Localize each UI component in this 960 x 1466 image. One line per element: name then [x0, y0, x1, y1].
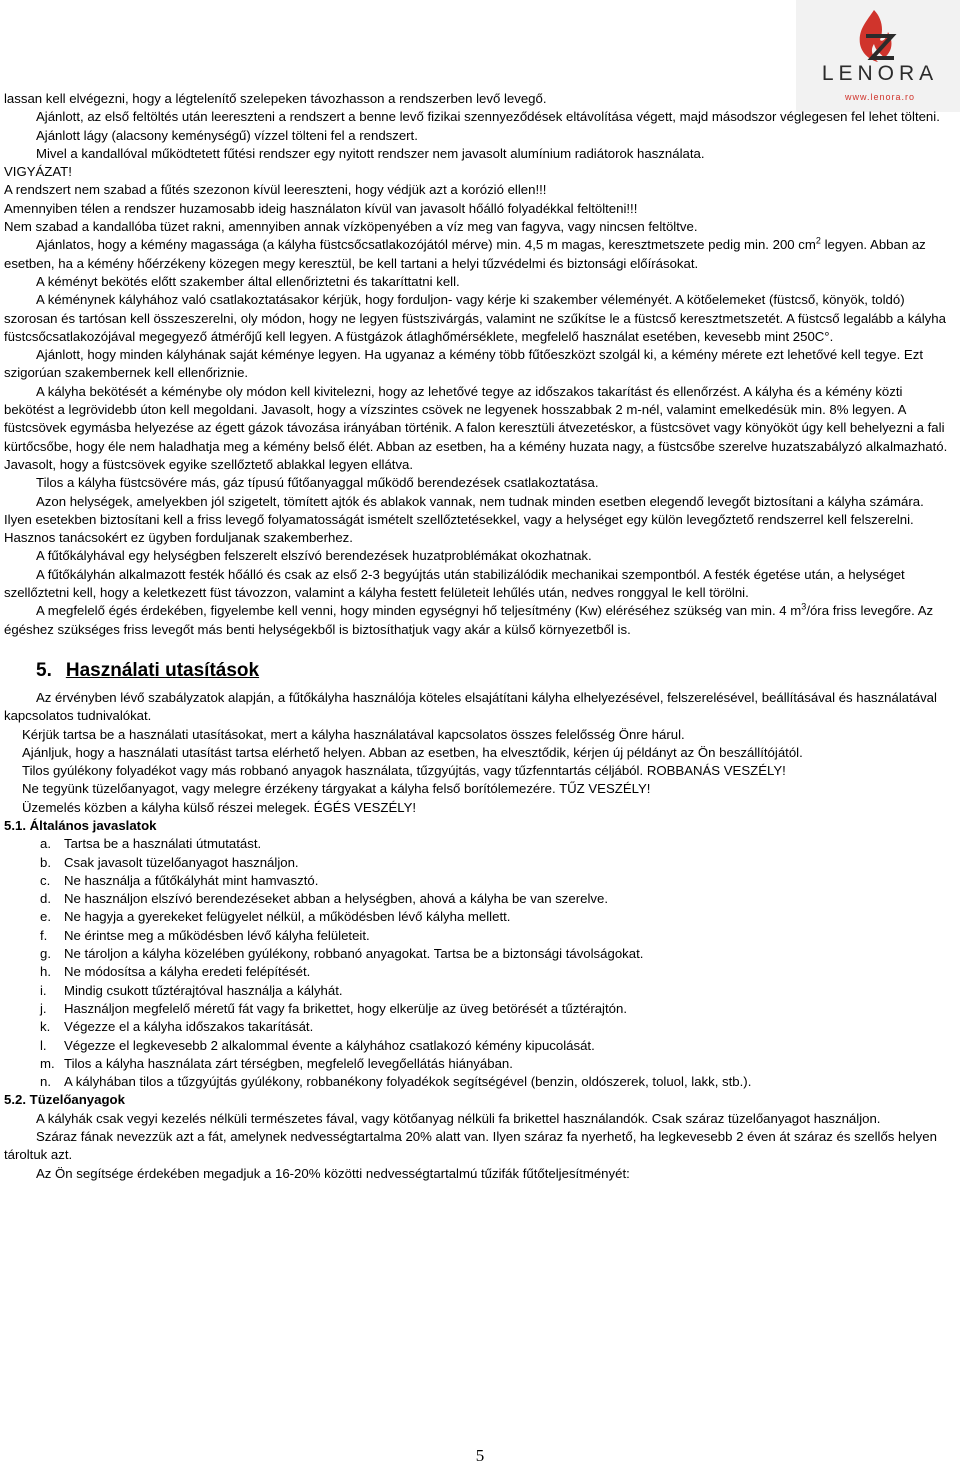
- recommendations-list: [4, 835, 954, 1091]
- paragraph: A kályha bekötését a kéménybe oly módon kell kivitelezni, hogy az lehetővé tegye az időszakos takarítást és ellenőrzést. A kályha és a kémény közti bekötést a legrövidebb úton kell megoldani. Javasolt, hogy a vízszintes csövek ne legyenek hosszabbak 2 m-nél, valamint emelkedésük min. 8% legyen. A füstcsövek egymásba helyezése az égett gázok távozása irányában történik. A falon keresztüli átvezetéskor, a füstcsövet vagy könyököt úgy kell behelyezni a fali kürtőcsőbe, hogy éle nem haladhatja meg a kémény belső élét. Abban az esetben, ha a kémény huzata nagy, a füstcsőbe szerelve huzatszabályzó alkalmazható. Javasolt, hogy a füstcsövek egyike szellőztető ablakkal legyen ellátva.: [4, 383, 948, 472]
- paragraph: A rendszert nem szabad a fűtés szezonon kívül leereszteni, hogy védjük azt a korózió ellen!!!: [4, 182, 547, 198]
- paragraph: Amennyiben télen a rendszer huzamosabb ideig használaton kívül van javasolt hőálló folyadékkal feltölteni!!!: [4, 200, 638, 216]
- list-item: l. Végezze el legkevesebb 2 alkalommal évente a kályhához csatlakozó kémény kipucolását.: [40, 1037, 595, 1053]
- paragraph: Ajánljuk, hogy a használati utasítást tartsa elérhető helyen. Abban az esetben, ha elvesztődik, kérjen új példányt az Ön beszállítójától.: [22, 744, 803, 760]
- paragraph: A fűtőkályhával egy helységben felszerelt elszívó berendezések huzatproblémákat okozhatnak.: [36, 548, 592, 564]
- list-item: n. A kályhában tilos a tűzgyújtás gyúlékony, robbanékony folyadékok segítségével (benzin, oldószerek, toluol, lakk, stb.).: [40, 1074, 752, 1090]
- list-item: b. Csak javasolt tüzelőanyagot használjon.: [40, 854, 299, 870]
- paragraph: Kérjük tartsa be a használati utasításokat, mert a kályha használatával kapcsolatos összes felelősség Önre hárul.: [22, 726, 685, 742]
- paragraph: Ajánlott, hogy minden kályhának saját kéménye legyen. Ha ugyanaz a kémény több fűtőeszközt szolgál ki, a kémény mérete ezt lehetővé kell tegye. Ezt szigorúan szakembernek kell ellenőriznie.: [4, 347, 923, 381]
- paragraph: Az Ön segítsége érdekében megadjuk a 16-20% közötti nedvességtartalmú tűzifák fűtőteljesítményét:: [36, 1165, 630, 1181]
- paragraph: Ajánlott, az első feltöltés után leereszteni a rendszert a benne levő fizikai szennyeződések eltávolítása végett, majd másodszor véglegesen fel lehet tölteni.: [36, 109, 940, 125]
- list-item: i. Mindig csukott tűztérajtóval használja a kályhát.: [40, 982, 343, 998]
- list-item: j. Használjon megfelelő méretű fát vagy fa brikettet, hogy elkerülje az üveg betörését a tűztérajtón.: [40, 1000, 627, 1016]
- paragraph: A kéménynek kályhához való csatlakoztatásakor kérjük, hogy forduljon- vagy kérje ki szakember véleményét. A kötőelemeket (füstcső, könyök, toldó) szorosan és tartósan kell összeszerelni, oly módon, hogy ne legyen füstszivárgás, valamint ne szűkítse le a füstcső keresztmetszetét. A füstcső legalább a kályha füstcsőcsatlakozójával megegyező átmérőjű kell legyen. A füstgázok átlaghőmérséklete, megfelelő használat esetében, kevesebb mint 250C°.: [4, 292, 946, 344]
- fresh-air-paragraph: A megfelelő égés érdekében, figyelembe kell venni, hogy minden egységnyi hő teljesítmény (Kw) eléréséhez szükség van min. 4 $m^3$/óra friss levegőre. Az égéshez szükséges friss levegőt más benti helységekből is biztosíthatjuk vagy akár a külső környezetből is.: [4, 601, 934, 637]
- list-item: d. Ne használjon elszívó berendezéseket abban a helységben, ahová a kályha be van szerelve.: [40, 891, 608, 907]
- paragraph: Tilos a kályha füstcsövére más, gáz típusú fűtőanyaggal működő berendezések csatlakoztatása.: [36, 475, 599, 491]
- paragraph: Üzemelés közben a kályha külső részei melegek. ÉGÉS VESZÉLY!: [22, 799, 417, 815]
- paragraph: A kályhák csak vegyi kezelés nélküli természetes fával, vagy kötőanyag nélküli fa brikettel használandók. Csak száraz tüzelőanyagot használjon.: [36, 1110, 881, 1126]
- section-5-2-heading: 5.2. Tüzelőanyagok: [4, 1092, 125, 1108]
- paragraph: Nem szabad a kandallóba tüzet rakni, amennyiben annak vízköpenyében a víz meg van fagyva, vagy nincsen feltöltve.: [4, 219, 698, 235]
- paragraph: Ajánlott lágy (alacsony keménységű) vízzel tölteni fel a rendszert.: [36, 127, 418, 143]
- logo-url: www.lenora.ro: [844, 92, 916, 102]
- list-item: f. Ne érintse meg a működésben lévő kályha felületeit.: [40, 927, 370, 943]
- paragraph: Mivel a kandallóval működtetett fűtési rendszer egy nyitott rendszer nem javasolt alumínium radiátorok használata.: [36, 145, 705, 161]
- list-item: h. Ne módosítsa a kályha eredeti felépítését.: [40, 964, 311, 980]
- paragraph: Azon helységek, amelyekben jól szigetelt, tömített ajtók és ablakok vannak, nem tudnak minden esetben elegendő levegőt biztosítani a kályha számára. Ilyen esetekben biztosítani kell a friss levegő folyamatosságát ismételt szellőztetésekkel, vagy a helységet egy külön levegőztető rendszerrel kell felszerelni. Hasznos tanácsokért ez ügyben forduljanak szakemberhez.: [4, 493, 924, 546]
- list-item: a. Tartsa be a használati útmutatást.: [40, 836, 262, 852]
- list-item: k. Végezze el a kályha időszakos takarítását.: [40, 1019, 314, 1035]
- paragraph: Száraz fának nevezzük azt a fát, amelynek nedvességtartalma 20% alatt van. Ilyen száraz fa nyerhető, ha legkevesebb 2 éven át száraz és szellős helyen tároltuk azt.: [4, 1129, 937, 1163]
- paragraph: lassan kell elvégezni, hogy a légtelenítő szelepeken távozhasson a rendszerben levő levegő.: [4, 91, 547, 106]
- paragraph: Az érvényben lévő szabályzatok alapján, a fűtőkályha használója köteles elsajátítani kályha elhelyezésével, felszerelésével, beállításával és használatával kapcsolatos tudnivalókat.: [4, 689, 937, 724]
- list-item: g. Ne tároljon a kályha közelében gyúlékony, robbanó anyagokat. Tartsa be a biztonsági távolságokat.: [40, 946, 644, 962]
- document-page: [4, 90, 954, 1183]
- list-item: c. Ne használja a fűtőkályhát mint hamvasztó.: [40, 872, 319, 888]
- paragraph: Tilos gyúlékony folyadékot vagy más robbanó anyagok használata, tűzgyújtás, vagy tűzfenntartás céljából. ROBBANÁS VESZÉLY!: [22, 763, 786, 779]
- list-item: m. Tilos a kályha használata zárt térségben, megfelelő levegőellátás hiányában.: [40, 1055, 513, 1071]
- page-number: 5: [475, 1446, 485, 1465]
- section-5-heading: 5. Használati utasítások: [36, 659, 260, 681]
- paragraph: A kéményt bekötés előtt szakember által ellenőriztetni és takaríttatni kell.: [36, 273, 460, 289]
- list-item: e. Ne hagyja a gyerekeket felügyelet nélkül, a működésben lévő kályha mellett.: [40, 909, 511, 925]
- section-5-1-heading: 5.1. Általános javaslatok: [4, 817, 157, 833]
- paragraph: Ne tegyünk tüzelőanyagot, vagy melegre érzékeny tárgyakat a kályha felső borítólemezére. TŰZ VESZÉLY!: [22, 781, 651, 797]
- chimney-height-paragraph: Ajánlatos, hogy a kémény magassága (a kályha füstcsőcsatlakozójától mérve) min. 4,5 m magas, keresztmetszete pedig min. 200 $cm^2$ legyen. Abban az esetben, ha a kémény hőérzékeny közegen megy keresztül, be kell tartani a helyi tűzvédelmi és biztonsági előírásokat.: [4, 235, 926, 271]
- warning-label: VIGYÁZAT!: [4, 164, 72, 180]
- paragraph: A fűtőkályhán alkalmazott festék hőálló és csak az első 2-3 begyújtás után stabilizálódik mechanikai szempontból. A festék égetése után, a helységet szellőztetni kell, hogy a keletkezett füst távozzon, valamint a kályha festett felületeit lehűlés után, nedves ronggyal le kell törölni.: [4, 566, 905, 601]
- logo-wordmark: LENORA: [821, 62, 939, 85]
